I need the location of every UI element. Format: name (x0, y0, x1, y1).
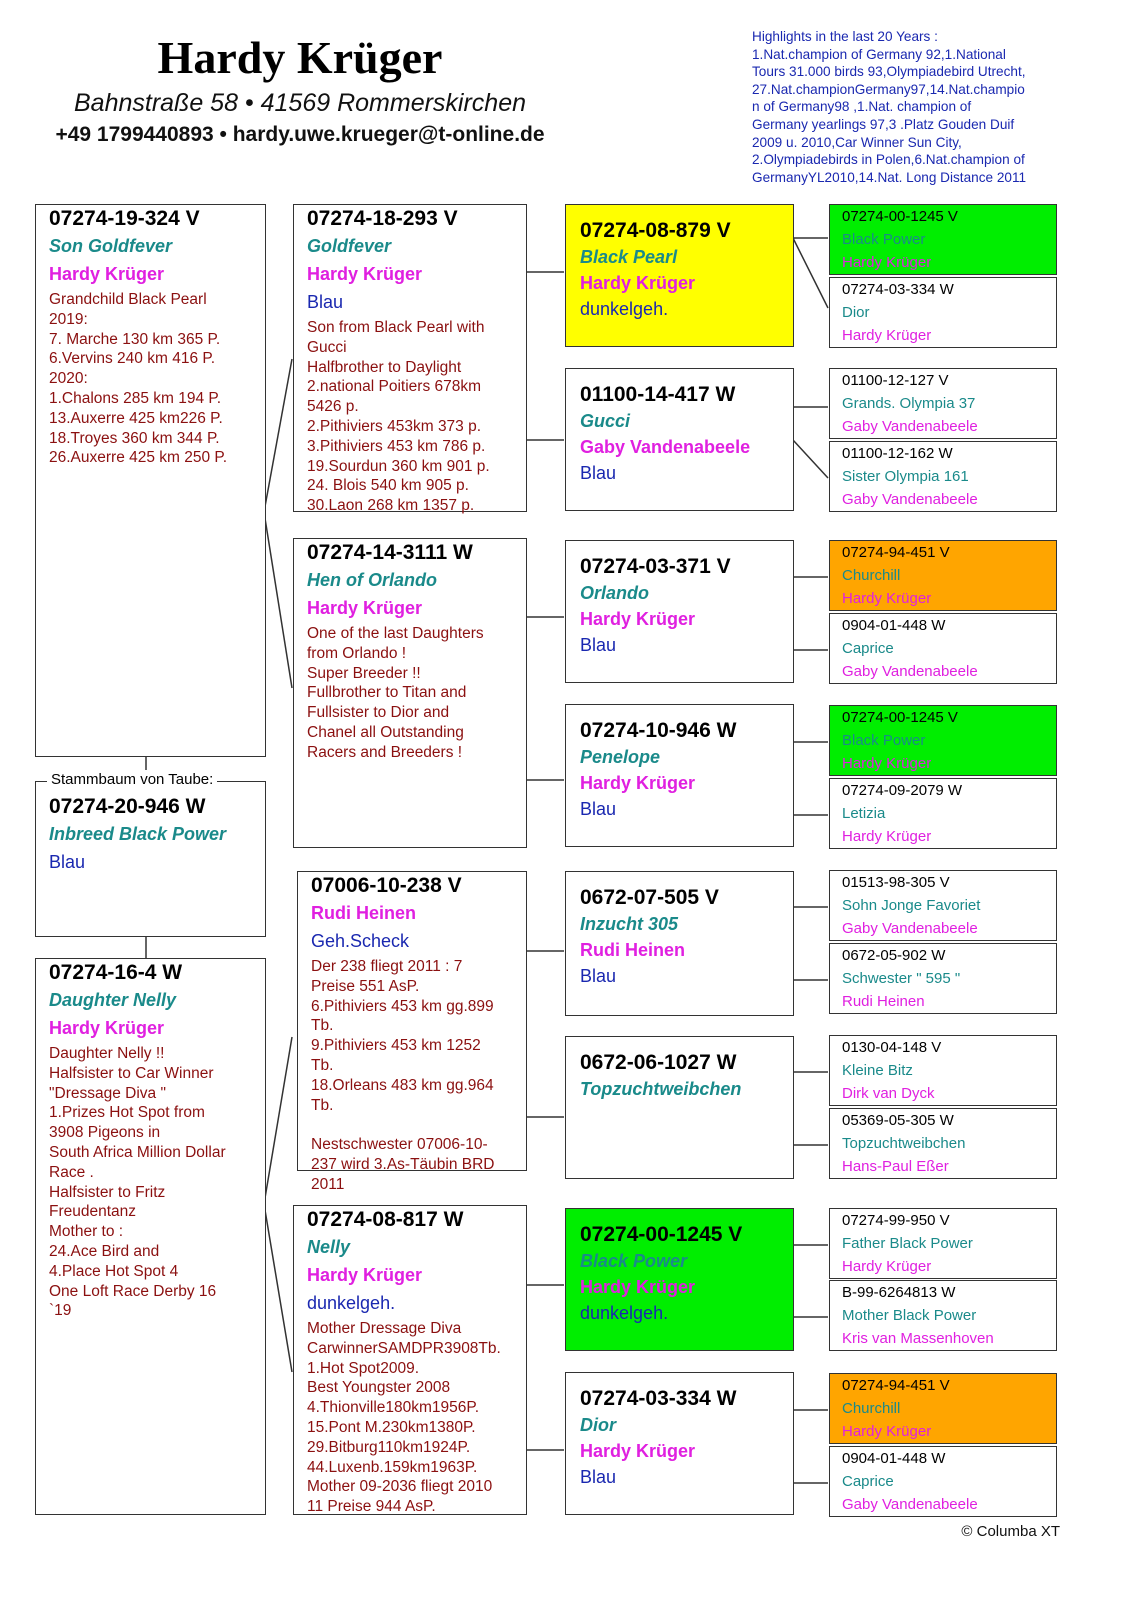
gen3-ring: 0672-06-1027 W (580, 1051, 737, 1074)
gen3-ring: 07274-00-1245 V (580, 1223, 743, 1246)
gen3-ring: 07274-03-371 V (580, 555, 731, 578)
gen4-card-8[interactable] (829, 778, 1057, 849)
gen3-name: Penelope (580, 747, 661, 767)
gen4-ring: 07274-00-1245 V (842, 208, 958, 225)
sire-ring: 07274-19-324 V (49, 207, 200, 230)
breeder-address: Bahnstraße 58 • 41569 Rommerskirchen (73, 89, 527, 117)
gen4-ring: 0672-05-902 W (842, 947, 946, 964)
gen4-name: Black Power (842, 231, 926, 248)
gen3-name: Orlando (580, 583, 650, 603)
gen4-name: Black Power (842, 732, 926, 749)
gen4-ring: 07274-03-334 W (842, 281, 954, 298)
subject-ring: 07274-20-946 W (49, 795, 206, 818)
gen2-notes: One of the last Daughters from Orlando ! Super Breeder !! Fullbrother to Titan and Fullsister to Dior and Chanel all Outstanding Racers and Breeders ! (307, 625, 484, 761)
gen4-card-14[interactable] (829, 1280, 1057, 1351)
subject-name: Inbreed Black Power (49, 824, 227, 844)
gen4-breeder: Gaby Vandenabeele (842, 418, 978, 435)
gen4-name: Caprice (842, 640, 894, 657)
gen4-card-3[interactable] (829, 368, 1057, 439)
gen4-breeder: Hardy Krüger (842, 1423, 932, 1440)
gen2-notes: Der 238 fliegt 2011 : 7 Preise 551 AsP. 6.Pithiviers 453 km gg.899 Tb. 9.Pithiviers 453 km 1252 Tb. 18.Orleans 483 km gg.964 Tb. Nestschwester 07006-10- 237 wird 3.As-Täubin BRD 2011 (311, 958, 495, 1193)
gen4-breeder: Dirk van Dyck (842, 1085, 935, 1102)
gen4-name: Sohn Jonge Favoriet (842, 897, 981, 914)
gen3-card-5[interactable] (565, 871, 794, 1016)
gen3-ring: 01100-14-417 W (580, 383, 736, 406)
gen3-breeder: Hardy Krüger (580, 1277, 696, 1297)
gen3-breeder: Rudi Heinen (580, 940, 686, 960)
gen4-name: Churchill (842, 567, 901, 584)
gen4-name: Churchill (842, 1400, 901, 1417)
gen4-breeder: Hardy Krüger (842, 1258, 932, 1275)
gen4-ring: 07274-00-1245 V (842, 709, 958, 726)
gen4-card-2[interactable] (829, 277, 1057, 348)
gen2-card-2[interactable] (293, 538, 527, 848)
gen4-card-15[interactable] (829, 1373, 1057, 1444)
gen4-card-9[interactable] (829, 870, 1057, 941)
gen4-breeder: Gaby Vandenabeele (842, 663, 978, 680)
gen4-ring: 01100-12-127 V (842, 372, 949, 389)
gen4-breeder: Hardy Krüger (842, 254, 932, 271)
gen4-card-11[interactable] (829, 1035, 1057, 1106)
gen4-ring: 0904-01-448 W (842, 1450, 946, 1467)
gen3-color: Blau (580, 635, 617, 655)
gen4-breeder: Hardy Krüger (842, 828, 932, 845)
gen2-card-3[interactable] (297, 871, 527, 1193)
gen4-ring: B-99-6264813 W (842, 1284, 956, 1301)
gen4-name: Letizia (842, 805, 886, 822)
gen3-card-3[interactable] (565, 540, 794, 683)
sire-card[interactable] (35, 204, 266, 757)
gen2-ring: 07274-08-817 W (307, 1208, 464, 1231)
dam-breeder: Hardy Krüger (49, 1018, 165, 1038)
gen4-breeder: Gaby Vandenabeele (842, 920, 978, 937)
gen3-name: Dior (580, 1415, 616, 1435)
gen2-breeder: Rudi Heinen (311, 903, 417, 923)
gen4-ring: 05369-05-305 W (842, 1112, 954, 1129)
dam-notes: Daughter Nelly !! Halfsister to Car Winner "Dressage Diva " 1.Prizes Hot Spot from 3908 Pigeons in South Africa Million Dollar Race . Halfsister to Fritz Freudentanz Mother to : 24.Ace Bird and 4.Place Hot Spot 4 One Loft Race Derby 16 `19 (49, 1045, 226, 1320)
breeder-contact: +49 1799440893 • hardy.uwe.krueger@t-online.de (55, 123, 545, 146)
gen2-notes: Mother Dressage Diva CarwinnerSAMDPR3908Tb. 1.Hot Spot2009. Best Youngster 2008 4.Thionville180km1956P. 15.Pont M.230km1380P. 29.Bitburg110km1924P. 44.Luxenb.159km1963P. Mother 09-2036 fliegt 2010 11 Preise 944 AsP. (307, 1320, 501, 1516)
gen4-card-13[interactable] (829, 1208, 1057, 1279)
gen4-name: Grands. Olympia 37 (842, 395, 976, 412)
gen3-name: Topzuchtweibchen (580, 1079, 742, 1099)
gen2-breeder: Hardy Krüger (307, 598, 423, 618)
breeder-name: Hardy Krüger (157, 32, 443, 83)
gen3-card-7[interactable] (565, 1208, 794, 1351)
subject-color: Blau (49, 852, 86, 872)
gen2-name: Hen of Orlando (307, 570, 437, 590)
gen4-breeder: Gaby Vandenabeele (842, 1496, 978, 1513)
gen4-card-7[interactable] (829, 705, 1057, 776)
gen2-name: Goldfever (307, 236, 392, 256)
gen4-breeder: Kris van Massenhoven (842, 1330, 994, 1347)
gen3-color: dunkelgeh. (580, 299, 669, 319)
gen3-name: Black Pearl (580, 247, 678, 267)
gen3-breeder: Hardy Krüger (580, 273, 696, 293)
gen2-color: Blau (307, 292, 344, 312)
gen4-ring: 07274-09-2079 W (842, 782, 963, 799)
gen3-card-2[interactable] (565, 368, 794, 511)
gen4-name: Father Black Power (842, 1235, 973, 1252)
gen3-color: Blau (580, 966, 617, 986)
gen3-name: Inzucht 305 (580, 914, 679, 934)
gen2-name: Nelly (307, 1237, 351, 1257)
sire-name: Son Goldfever (49, 236, 173, 256)
gen3-ring: 07274-08-879 V (580, 219, 731, 242)
gen3-name: Black Power (580, 1251, 688, 1271)
dam-card[interactable] (35, 958, 266, 1515)
sire-notes: Grandchild Black Pearl 2019: 7. Marche 130 km 365 P. 6.Vervins 240 km 416 P. 2020: 1.Chalons 285 km 194 P. 13.Auxerre 425 km226 P. 18.Troyes 360 km 344 P. 26.Auxerre 425 km 250 P. (49, 291, 228, 467)
gen4-name: Topzuchtweibchen (842, 1135, 966, 1152)
gen3-card-4[interactable] (565, 704, 794, 847)
gen3-name: Gucci (580, 411, 631, 431)
gen2-breeder: Hardy Krüger (307, 1265, 423, 1285)
highlights-text: Highlights in the last 20 Years : 1.Nat.champion of Germany 92,1.National Tours 31.000 birds 93,Olympiadebird Utrecht, 27.Nat.championGermany97,14.Nat.champio n of Germany98 ,1.Nat. champion of Germany yearlings 97,3 .Platz Gouden Duif 2009 u. 2010,Car Winner Sun City, 2.Olympiadebirds in Polen,6.Nat.champion of GermanyYL2010,14.Nat. Long Distance 2011 (752, 29, 1027, 185)
gen4-card-5[interactable] (829, 540, 1057, 611)
gen4-breeder: Hardy Krüger (842, 327, 932, 344)
gen4-card-10[interactable] (829, 943, 1057, 1014)
gen4-breeder: Hans-Paul Eßer (842, 1158, 949, 1175)
gen4-name: Kleine Bitz (842, 1062, 913, 1079)
gen4-card-4[interactable] (829, 441, 1057, 512)
gen4-ring: 07274-99-950 V (842, 1212, 950, 1229)
gen2-ring: 07274-14-3111 W (307, 541, 473, 564)
gen4-breeder: Gaby Vandenabeele (842, 491, 978, 508)
gen4-name: Caprice (842, 1473, 894, 1490)
gen4-ring: 07274-94-451 V (842, 1377, 950, 1394)
gen2-breeder: Hardy Krüger (307, 264, 423, 284)
gen2-card-1[interactable] (293, 204, 527, 515)
gen4-breeder: Hardy Krüger (842, 755, 932, 772)
gen4-name: Sister Olympia 161 (842, 468, 969, 485)
gen3-breeder: Hardy Krüger (580, 773, 696, 793)
gen3-breeder: Gaby Vandenabeele (580, 437, 751, 457)
gen3-breeder: Hardy Krüger (580, 609, 696, 629)
gen3-card-6[interactable] (565, 1036, 794, 1179)
gen4-card-12[interactable] (829, 1108, 1057, 1179)
gen4-card-16[interactable] (829, 1446, 1057, 1517)
gen4-ring: 01513-98-305 V (842, 874, 950, 891)
dam-name: Daughter Nelly (49, 990, 177, 1010)
gen4-breeder: Rudi Heinen (842, 993, 925, 1010)
gen3-color: Blau (580, 463, 617, 483)
gen3-ring: 07274-10-946 W (580, 719, 737, 742)
gen3-ring: 07274-03-334 W (580, 1387, 737, 1410)
gen2-notes: Son from Black Pearl with Gucci Halfbrother to Daylight 2.national Poitiers 678km 5426 p. 2.Pithiviers 453km 373 p. 3.Pithiviers 453 km 786 p. 19.Sourdun 360 km 901 p. 24. Blois 540 km 905 p. 30.Laon 268 km 1357 p. (307, 319, 490, 515)
gen4-ring: 07274-94-451 V (842, 544, 950, 561)
sire-breeder: Hardy Krüger (49, 264, 165, 284)
copyright: © Columba XT (961, 1523, 1060, 1540)
dam-ring: 07274-16-4 W (49, 961, 183, 984)
gen4-ring: 01100-12-162 W (842, 445, 953, 462)
subject-caption: Stammbaum von Taube: (47, 770, 217, 790)
gen2-card-4[interactable] (293, 1205, 527, 1515)
gen4-breeder: Hardy Krüger (842, 590, 932, 607)
gen2-color: dunkelgeh. (307, 1293, 396, 1313)
gen3-color: Blau (580, 799, 617, 819)
gen4-name: Mother Black Power (842, 1307, 977, 1324)
gen2-color: Geh.Scheck (311, 931, 410, 951)
gen4-card-6[interactable] (829, 613, 1057, 684)
gen3-card-8[interactable] (565, 1372, 794, 1515)
gen3-color: dunkelgeh. (580, 1303, 669, 1323)
gen4-card-1[interactable] (829, 204, 1057, 275)
gen2-ring: 07006-10-238 V (311, 874, 462, 897)
gen4-ring: 0904-01-448 W (842, 617, 946, 634)
gen4-name: Dior (842, 304, 870, 321)
gen3-breeder: Hardy Krüger (580, 1441, 696, 1461)
gen4-ring: 0130-04-148 V (842, 1039, 942, 1056)
gen3-ring: 0672-07-505 V (580, 886, 719, 909)
gen3-color: Blau (580, 1467, 617, 1487)
gen2-ring: 07274-18-293 V (307, 207, 458, 230)
subject-card[interactable] (35, 781, 266, 937)
gen4-name: Schwester " 595 " (842, 970, 961, 987)
gen3-card-1[interactable] (565, 204, 794, 347)
